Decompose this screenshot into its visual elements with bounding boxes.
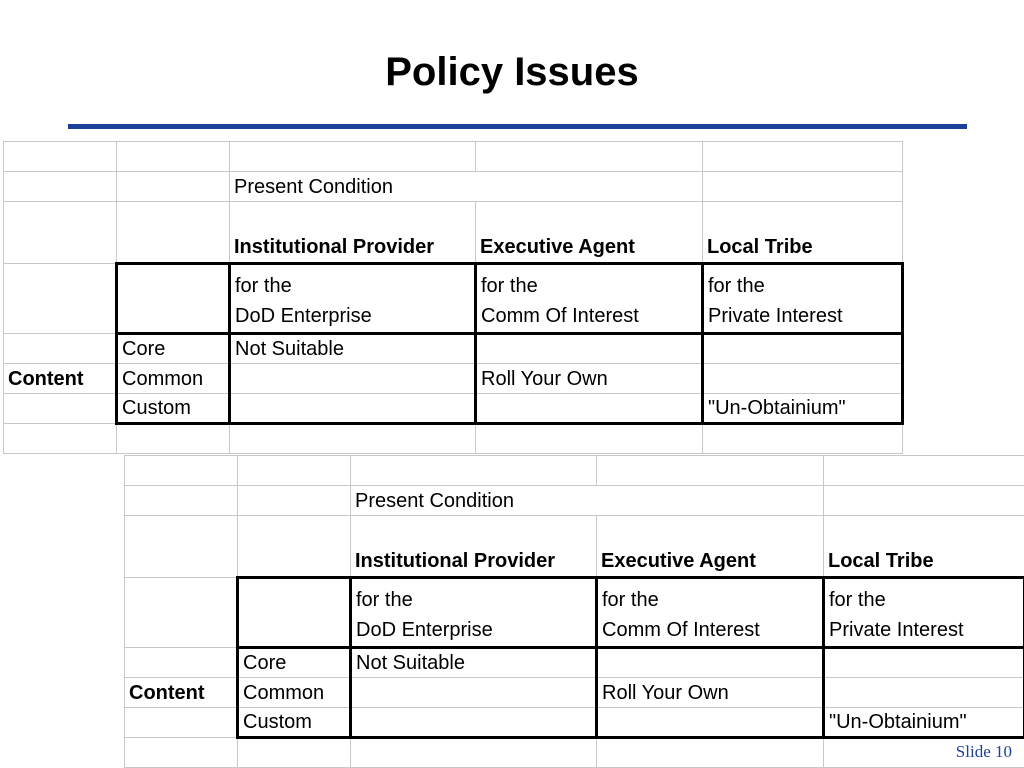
slide-title: Policy Issues xyxy=(385,50,639,94)
row-label: Core xyxy=(117,334,230,364)
present-condition-label: Present Condition xyxy=(351,486,597,516)
row-label: Core xyxy=(238,648,351,678)
row-label: Custom xyxy=(238,708,351,738)
column-header: Executive Agent xyxy=(476,202,703,264)
qualifier-cell: for the DoD Enterprise xyxy=(230,264,476,334)
table-cell: Roll Your Own xyxy=(597,678,824,708)
table-cell: Roll Your Own xyxy=(476,364,703,394)
column-header: Local Tribe xyxy=(824,516,1024,578)
slide-number: Slide 10 xyxy=(955,742,1012,761)
policy-table-1 xyxy=(3,141,904,454)
row-label: Common xyxy=(238,678,351,708)
table-cell: Not Suitable xyxy=(351,648,597,678)
qualifier-cell: for the Comm Of Interest xyxy=(597,578,824,648)
column-header: Institutional Provider xyxy=(351,516,597,578)
table-cell: "Un-Obtainium" xyxy=(824,708,1024,738)
row-label: Custom xyxy=(117,394,230,424)
present-condition-label: Present Condition xyxy=(230,172,476,202)
row-group-label: Content xyxy=(125,678,238,708)
qualifier-cell: for the Private Interest xyxy=(824,578,1024,648)
qualifier-cell: for the Private Interest xyxy=(703,264,903,334)
column-header: Institutional Provider xyxy=(230,202,476,264)
row-label: Common xyxy=(117,364,230,394)
qualifier-cell: for the Comm Of Interest xyxy=(476,264,703,334)
table-cell: Not Suitable xyxy=(230,334,476,364)
qualifier-cell: for the DoD Enterprise xyxy=(351,578,597,648)
column-header: Executive Agent xyxy=(597,516,824,578)
column-header: Local Tribe xyxy=(703,202,903,264)
row-group-label: Content xyxy=(4,364,117,394)
policy-table-2 xyxy=(124,455,1024,768)
title-underline xyxy=(68,124,967,129)
table-cell: "Un-Obtainium" xyxy=(703,394,903,424)
